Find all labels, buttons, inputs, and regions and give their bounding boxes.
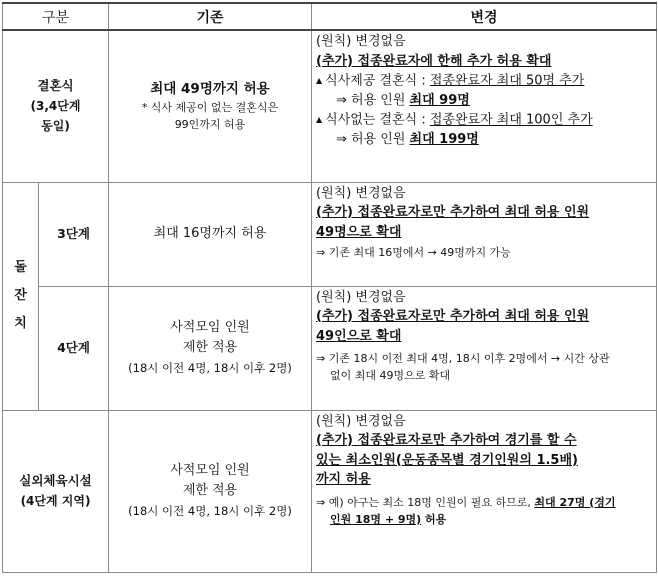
wedding-nomeal-arrow: ⇒ 허용 인원: [336, 132, 410, 147]
wedding-nomeal-line: [316, 110, 652, 130]
party-level3-added1: (추가) 접종완료자로만 추가하여 최대 허용 인원: [316, 205, 590, 220]
sports-after: [312, 410, 657, 572]
sports-added2: 있는 최소인원(운동종목별 경기인원의 1.5배): [316, 452, 578, 468]
party-level3-after: [312, 182, 657, 286]
sports-name: 실외체육시설: [19, 473, 92, 488]
sports-principle: (원칙) 변경없음: [316, 413, 406, 429]
party-level3-note: ⇒ 기존 최대 16명에서 → 49명까지 가능: [316, 246, 511, 259]
wedding-before-main: 최대 49명까지 허용: [150, 81, 270, 98]
sports-added1: (추가) 접종완료자로만 추가하여 경기를 할 수: [316, 433, 577, 448]
party-level4-before1: 사적모임 인원: [170, 320, 250, 335]
party-level3-name: 3단계: [39, 182, 109, 286]
party-side-char-1: 돌: [14, 260, 27, 275]
party-level3-added2: 49명으로 확대: [316, 224, 402, 240]
sports-sub: (4단계 지역): [20, 494, 91, 508]
wedding-meal-arrow: ⇒ 허용 인원: [336, 92, 410, 108]
wedding-principle: (원칙) 변경없음: [316, 34, 406, 49]
party-level4-before3: (18시 이전 4명, 18시 이후 2명): [128, 361, 292, 375]
sports-category: [3, 410, 109, 572]
party-level4-name: 4단계: [39, 286, 109, 410]
party-level4-note2: 없이 최대 49명으로 확대: [330, 369, 451, 382]
sports-note1: [316, 494, 652, 511]
party-level3-principle: (원칙) 변경없음: [316, 185, 406, 201]
party-level4-before2: 제한 적용: [182, 340, 238, 355]
row-party-level4: [3, 286, 657, 410]
wedding-sub1: (3,4단계: [30, 99, 81, 114]
party-level4-note1: ⇒ 기존 18시 이전 최대 4명, 18시 이후 2명에서 → 시간 상관: [316, 352, 610, 365]
wedding-meal-prefix: 식사제공 결혼식 :: [325, 73, 430, 89]
wedding-nomeal-prefix: 식사없는 결혼식 :: [325, 112, 430, 128]
party-level4-added1: (추가) 접종완료자로만 추가하여 최대 허용 인원: [316, 309, 590, 324]
sports-note2b: 허용: [421, 512, 447, 526]
sports-before1: 사적모임 인원: [170, 463, 250, 478]
sports-note2: [316, 511, 652, 528]
wedding-before-note2: 99인까지 허용: [174, 118, 246, 132]
header-category: 구분: [3, 3, 109, 30]
bullet-triangle-icon: ▲: [316, 76, 323, 85]
sports-added3: 까지 허용: [316, 472, 371, 487]
sports-note2a: 인원 18명 + 9명): [330, 512, 422, 526]
wedding-nomeal-max: 최대 199명: [409, 132, 479, 147]
wedding-nomeal-result: [316, 130, 652, 150]
wedding-meal-text: 접종완료자 최대 50명 추가: [429, 73, 585, 89]
wedding-before: [109, 30, 312, 182]
party-side-char-2: 잔: [14, 288, 27, 303]
party-level4-before: [109, 286, 312, 410]
wedding-name: 결혼식: [37, 78, 74, 94]
wedding-after: [312, 30, 657, 182]
sports-before2: 제한 적용: [182, 483, 238, 498]
wedding-nomeal-text: 접종완료자 최대 100인 추가: [429, 112, 593, 128]
sports-note1a: ⇒ 예) 야구는 최소 18명 인원이 필요 하므로,: [316, 495, 535, 509]
policy-table: [2, 2, 657, 573]
wedding-category: [3, 30, 109, 182]
sports-before3: (18시 이전 4명, 18시 이후 2명): [128, 504, 292, 518]
wedding-sub2: 동일): [41, 119, 70, 134]
sports-before: [109, 410, 312, 572]
wedding-meal-line: [316, 71, 652, 91]
party-side-label: [3, 182, 39, 410]
header-before: 기존: [109, 3, 312, 30]
bullet-triangle-icon: ▲: [316, 115, 323, 125]
wedding-added: (추가) 접종완료자에 한해 추가 허용 확대: [316, 53, 552, 69]
party-level3-before: 최대 16명까지 허용: [109, 182, 312, 286]
party-level4-added2: 49인으로 확대: [316, 328, 402, 344]
row-party-level3: [3, 182, 657, 286]
wedding-before-note1: * 식사 제공이 없는 결혼식은: [141, 101, 279, 115]
party-side-char-3: 치: [14, 316, 27, 331]
sports-note1b: 최대 27명 (경기: [534, 495, 616, 509]
party-level4-after: [312, 286, 657, 410]
party-level4-principle: (원칙) 변경없음: [316, 289, 406, 305]
header-after: 변경: [312, 3, 657, 30]
header-row: [3, 3, 657, 30]
row-wedding: [3, 30, 657, 182]
wedding-meal-max: 최대 99명: [409, 92, 470, 108]
wedding-meal-result: [316, 91, 652, 111]
row-sports: [3, 410, 657, 572]
